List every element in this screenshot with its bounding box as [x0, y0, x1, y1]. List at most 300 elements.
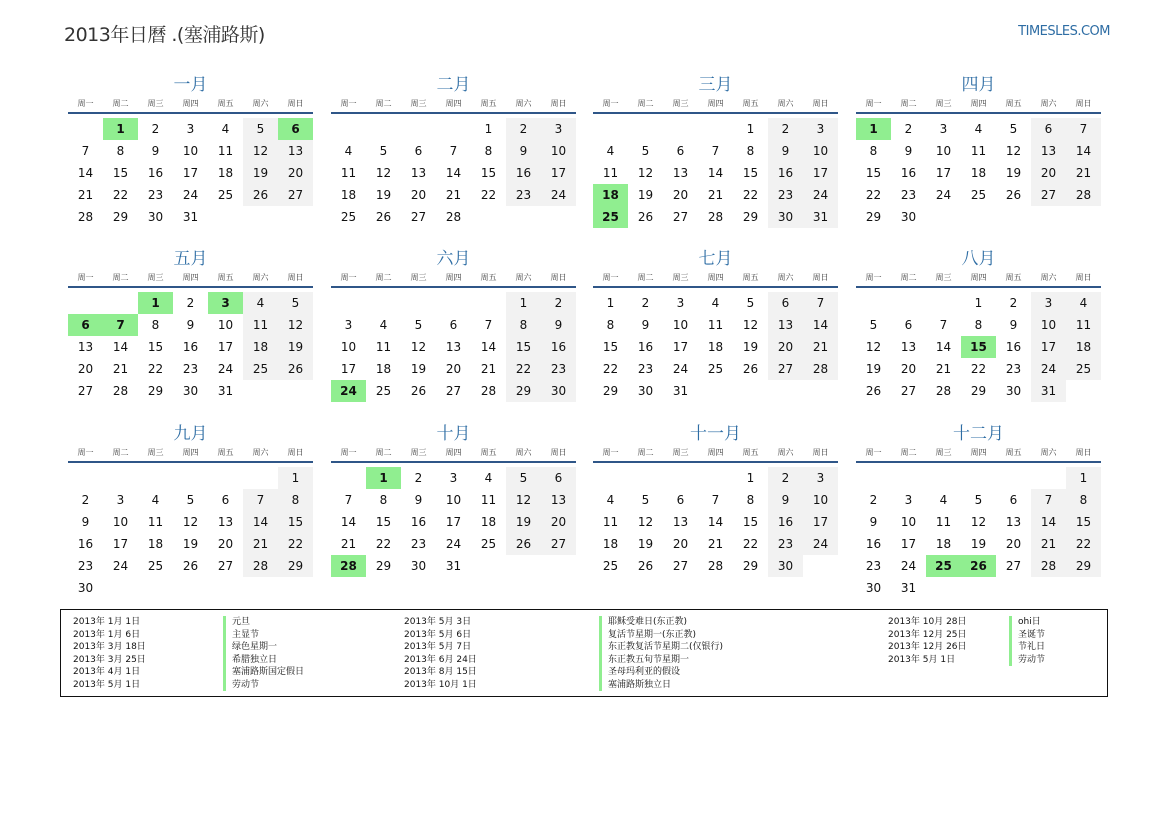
weekday-label: 周三	[672, 99, 689, 108]
day-cell: 20	[541, 511, 576, 533]
weekday-label: 周一	[865, 273, 882, 282]
day-cell: 14	[803, 314, 838, 336]
day-cell: 28	[803, 358, 838, 380]
empty-cell	[926, 467, 961, 489]
day-cell: 14	[707, 166, 724, 180]
day-cell: 27	[672, 559, 689, 573]
empty-cell	[366, 118, 401, 140]
weekday-header	[593, 272, 838, 288]
day-cell: 20	[1031, 162, 1066, 184]
day-cell: 4	[606, 144, 615, 158]
day-cell: 8	[974, 318, 983, 332]
day-cell: 31	[182, 210, 199, 224]
day-cell: 10	[935, 144, 952, 158]
weekday-label: 周一	[865, 448, 882, 457]
day-cell: 15	[602, 340, 619, 354]
empty-cell	[1031, 467, 1066, 489]
day-cell: 9	[186, 318, 195, 332]
day-cell: 8	[869, 144, 878, 158]
day-cell: 23	[541, 358, 576, 380]
day-cell: 11	[480, 493, 497, 507]
day-cell: 12	[865, 340, 882, 354]
day-cell: 18	[217, 166, 234, 180]
day-cell: 23	[637, 362, 654, 376]
day-cell: 25	[602, 559, 619, 573]
holiday-names-column	[223, 616, 304, 691]
weekday-label: 周四	[970, 99, 987, 108]
weekday-label: 周六	[515, 99, 532, 108]
day-cell: 17	[935, 166, 952, 180]
day-cell: 9	[1009, 318, 1018, 332]
day-cell: 17	[1031, 336, 1066, 358]
day-cell: 22	[865, 188, 882, 202]
day-cell: 26	[410, 384, 427, 398]
day-cell: 18	[1066, 336, 1101, 358]
day-cell: 6	[221, 493, 230, 507]
day-cell: 8	[606, 318, 615, 332]
day-cell: 28	[243, 555, 278, 577]
day-grid	[331, 118, 576, 228]
day-cell: 12	[243, 140, 278, 162]
day-cell: 7	[803, 292, 838, 314]
day-cell: 21	[480, 362, 497, 376]
weekday-label: 周二	[637, 99, 654, 108]
weekday-label: 周四	[445, 448, 462, 457]
day-cell: 15	[865, 166, 882, 180]
month-calendar	[331, 248, 576, 402]
holiday-date: 2013年 5月 6日	[404, 629, 472, 640]
day-cell: 14	[1066, 140, 1101, 162]
day-cell: 2	[768, 467, 803, 489]
weekday-label: 周六	[1040, 273, 1057, 282]
empty-cell	[996, 467, 1031, 489]
day-cell: 11	[375, 340, 392, 354]
day-cell: 8	[484, 144, 493, 158]
holiday-date: 2013年 3月 25日	[73, 654, 146, 665]
weekday-label: 周一	[602, 448, 619, 457]
day-cell: 20	[445, 362, 462, 376]
day-cell: 18	[970, 166, 987, 180]
holiday-name: 东正教复活节星期二(仅银行)	[599, 641, 723, 654]
day-grid	[856, 292, 1101, 402]
day-cell: 10	[217, 318, 234, 332]
holiday-date: 2013年 12月 26日	[888, 642, 967, 652]
day-cell: 29	[970, 384, 987, 398]
weekday-label: 周四	[445, 99, 462, 108]
day-cell: 17	[340, 362, 357, 376]
day-cell: 16	[506, 162, 541, 184]
weekday-label: 周六	[252, 273, 269, 282]
day-cell: 23	[900, 188, 917, 202]
day-cell: 13	[1005, 515, 1022, 529]
weekday-header	[68, 447, 313, 463]
weekday-label: 周二	[112, 448, 129, 457]
day-cell: 23	[768, 184, 803, 206]
day-cell: 17	[672, 340, 689, 354]
day-cell: 30	[541, 380, 576, 402]
day-cell: 11	[340, 166, 357, 180]
day-cell: 19	[1005, 166, 1022, 180]
day-cell: 14	[112, 340, 129, 354]
empty-cell	[331, 292, 366, 314]
holiday-name: 希腊独立日	[223, 654, 304, 667]
day-cell: 29	[278, 555, 313, 577]
month-name: 七月	[698, 249, 733, 269]
day-cell: 10	[803, 140, 838, 162]
holiday-name: 圣母玛利亚的假设	[599, 666, 723, 679]
day-cell: 15	[375, 515, 392, 529]
day-cell: 10	[112, 515, 129, 529]
weekday-label: 周二	[900, 273, 917, 282]
day-cell: 4	[344, 144, 353, 158]
day-cell: 19	[375, 188, 392, 202]
day-grid	[856, 118, 1101, 228]
holiday-date: 2013年 5月 3日	[404, 617, 472, 627]
weekday-header	[331, 447, 576, 463]
day-cell: 28	[707, 210, 724, 224]
day-cell: 8	[151, 318, 160, 332]
day-cell: 26	[243, 184, 278, 206]
day-cell: 12	[278, 314, 313, 336]
weekday-label: 周一	[602, 273, 619, 282]
holiday-name: 元旦	[223, 616, 304, 629]
day-cell: 27	[1005, 559, 1022, 573]
day-cell: 31	[803, 206, 838, 228]
day-cell: 20	[672, 537, 689, 551]
day-cell: 6	[1009, 493, 1018, 507]
weekday-label: 周五	[1005, 273, 1022, 282]
weekday-label: 周五	[742, 448, 759, 457]
empty-cell	[68, 292, 103, 314]
empty-cell	[926, 292, 961, 314]
day-cell: 26	[637, 210, 654, 224]
day-cell: 1	[746, 122, 755, 136]
weekday-label: 周五	[217, 273, 234, 282]
holiday-date: 2013年 5月 1日	[888, 654, 956, 665]
month-calendar	[68, 423, 313, 599]
holiday-name: 劳动节	[223, 679, 304, 692]
day-cell: 27	[672, 210, 689, 224]
day-cell: 3	[803, 118, 838, 140]
day-cell: 13	[541, 489, 576, 511]
weekday-label: 周四	[445, 273, 462, 282]
day-cell: 16	[768, 511, 803, 533]
day-cell: 13	[217, 515, 234, 529]
day-cell: 30	[77, 581, 94, 595]
day-cell: 25	[147, 559, 164, 573]
day-cell: 29	[375, 559, 392, 573]
day-cell: 17	[803, 511, 838, 533]
day-cell: 7	[711, 144, 720, 158]
day-cell: 26	[278, 358, 313, 380]
weekday-label: 周二	[112, 273, 129, 282]
weekday-label: 周六	[252, 448, 269, 457]
weekday-label: 周五	[480, 273, 497, 282]
holiday-day-cell: 1	[103, 118, 138, 140]
weekday-label: 周二	[375, 448, 392, 457]
day-cell: 12	[375, 166, 392, 180]
holiday-day-cell: 26	[961, 555, 996, 577]
holiday-names-column	[1009, 616, 1045, 666]
day-cell: 30	[768, 206, 803, 228]
day-cell: 25	[217, 188, 234, 202]
day-cell: 27	[768, 358, 803, 380]
day-cell: 24	[672, 362, 689, 376]
holiday-names-column	[599, 616, 723, 691]
month-calendar	[68, 74, 313, 228]
day-cell: 6	[768, 292, 803, 314]
day-cell: 21	[1031, 533, 1066, 555]
day-cell: 19	[243, 162, 278, 184]
holiday-dates-column	[404, 616, 477, 691]
day-cell: 21	[707, 537, 724, 551]
day-cell: 20	[217, 537, 234, 551]
weekday-label: 周二	[375, 99, 392, 108]
month-calendar	[331, 423, 576, 577]
day-cell: 27	[541, 533, 576, 555]
day-cell: 24	[182, 188, 199, 202]
month-name: 十月	[436, 424, 471, 444]
day-cell: 11	[217, 144, 234, 158]
day-cell: 29	[602, 384, 619, 398]
weekday-label: 周三	[410, 448, 427, 457]
weekday-header	[856, 98, 1101, 114]
day-cell: 22	[147, 362, 164, 376]
weekday-label: 周五	[217, 99, 234, 108]
site-link[interactable]: TIMESLES.COM	[1018, 24, 1110, 39]
day-cell: 16	[77, 537, 94, 551]
holiday-date: 2013年 4月 1日	[73, 667, 141, 677]
weekday-label: 周五	[1005, 99, 1022, 108]
empty-cell	[698, 467, 733, 489]
day-cell: 4	[606, 493, 615, 507]
holiday-list	[60, 609, 1108, 697]
weekday-label: 周二	[637, 448, 654, 457]
weekday-label: 周一	[865, 99, 882, 108]
holiday-dates-column	[73, 616, 146, 691]
day-cell: 7	[449, 144, 458, 158]
day-cell: 14	[1031, 511, 1066, 533]
day-cell: 6	[449, 318, 458, 332]
holiday-date: 2013年 3月 18日	[73, 642, 146, 652]
day-cell: 27	[77, 384, 94, 398]
day-cell: 15	[742, 166, 759, 180]
day-cell: 17	[900, 537, 917, 551]
day-grid	[593, 292, 838, 402]
month-name: 三月	[698, 75, 733, 95]
weekday-label: 周一	[77, 99, 94, 108]
empty-cell	[103, 292, 138, 314]
day-cell: 31	[672, 384, 689, 398]
day-cell: 1	[506, 292, 541, 314]
empty-cell	[436, 292, 471, 314]
day-cell: 9	[768, 140, 803, 162]
weekday-label: 周一	[340, 99, 357, 108]
day-cell: 21	[707, 188, 724, 202]
weekday-label: 周日	[550, 273, 567, 282]
weekday-label: 周三	[410, 273, 427, 282]
day-cell: 29	[742, 559, 759, 573]
day-cell: 14	[480, 340, 497, 354]
day-grid	[68, 292, 313, 402]
day-cell: 26	[865, 384, 882, 398]
day-cell: 26	[637, 559, 654, 573]
empty-cell	[68, 118, 103, 140]
day-cell: 7	[1066, 118, 1101, 140]
holiday-name: 复活节星期一(东正教)	[599, 629, 723, 642]
day-grid	[593, 467, 838, 577]
day-cell: 10	[182, 144, 199, 158]
month-name: 五月	[173, 249, 208, 269]
month-name: 六月	[436, 249, 471, 269]
day-cell: 24	[803, 533, 838, 555]
holiday-day-cell: 25	[926, 555, 961, 577]
month-calendar	[593, 74, 838, 228]
day-cell: 5	[974, 493, 983, 507]
empty-cell	[173, 467, 208, 489]
day-cell: 27	[900, 384, 917, 398]
weekday-label: 周四	[970, 273, 987, 282]
day-cell: 28	[1066, 184, 1101, 206]
day-cell: 25	[1066, 358, 1101, 380]
day-cell: 2	[506, 118, 541, 140]
day-cell: 23	[1005, 362, 1022, 376]
day-cell: 24	[445, 537, 462, 551]
day-cell: 30	[410, 559, 427, 573]
day-cell: 20	[278, 162, 313, 184]
weekday-label: 周日	[1075, 99, 1092, 108]
day-cell: 13	[278, 140, 313, 162]
weekday-label: 周日	[287, 273, 304, 282]
day-cell: 30	[1005, 384, 1022, 398]
day-cell: 7	[344, 493, 353, 507]
day-cell: 19	[637, 188, 654, 202]
day-cell: 23	[768, 533, 803, 555]
day-cell: 28	[445, 210, 462, 224]
weekday-label: 周四	[707, 448, 724, 457]
day-cell: 15	[147, 340, 164, 354]
empty-cell	[208, 467, 243, 489]
weekday-label: 周五	[1005, 448, 1022, 457]
day-cell: 9	[506, 140, 541, 162]
weekday-label: 周六	[252, 99, 269, 108]
day-cell: 2	[186, 296, 195, 310]
holiday-day-cell: 24	[331, 380, 366, 402]
day-cell: 19	[410, 362, 427, 376]
holiday-day-cell: 25	[593, 206, 628, 228]
day-cell: 28	[480, 384, 497, 398]
day-cell: 7	[484, 318, 493, 332]
day-cell: 18	[340, 188, 357, 202]
month-calendar	[593, 248, 838, 402]
day-cell: 9	[414, 493, 423, 507]
day-cell: 22	[742, 188, 759, 202]
day-cell: 6	[904, 318, 913, 332]
day-cell: 21	[340, 537, 357, 551]
day-cell: 31	[445, 559, 462, 573]
day-cell: 20	[900, 362, 917, 376]
holiday-date: 2013年 10月 1日	[404, 679, 477, 690]
day-cell: 3	[116, 493, 125, 507]
month-name: 二月	[436, 75, 471, 95]
day-cell: 6	[676, 493, 685, 507]
holiday-day-cell: 6	[278, 118, 313, 140]
day-cell: 11	[147, 515, 164, 529]
day-cell: 21	[1066, 162, 1101, 184]
weekday-header	[593, 447, 838, 463]
weekday-label: 周三	[410, 99, 427, 108]
day-cell: 23	[506, 184, 541, 206]
weekday-label: 周五	[217, 448, 234, 457]
day-cell: 26	[506, 533, 541, 555]
day-cell: 27	[217, 559, 234, 573]
day-cell: 27	[445, 384, 462, 398]
weekday-label: 周六	[1040, 448, 1057, 457]
weekday-label: 周日	[1075, 273, 1092, 282]
day-cell: 12	[1005, 144, 1022, 158]
day-cell: 14	[243, 511, 278, 533]
day-cell: 8	[1066, 489, 1101, 511]
weekday-label: 周一	[77, 448, 94, 457]
day-cell: 17	[803, 162, 838, 184]
empty-cell	[628, 467, 663, 489]
day-cell: 17	[541, 162, 576, 184]
day-cell: 18	[935, 537, 952, 551]
weekday-header	[856, 272, 1101, 288]
day-cell: 24	[803, 184, 838, 206]
weekday-label: 周四	[707, 99, 724, 108]
day-cell: 21	[803, 336, 838, 358]
weekday-header	[331, 98, 576, 114]
month-name: 十二月	[953, 424, 1004, 444]
day-cell: 3	[1031, 292, 1066, 314]
day-cell: 29	[865, 210, 882, 224]
day-cell: 4	[1066, 292, 1101, 314]
day-cell: 17	[217, 340, 234, 354]
day-cell: 1	[278, 467, 313, 489]
day-cell: 13	[768, 314, 803, 336]
day-cell: 28	[77, 210, 94, 224]
day-cell: 3	[186, 122, 195, 136]
day-cell: 31	[900, 581, 917, 595]
day-cell: 4	[974, 122, 983, 136]
weekday-label: 周一	[340, 448, 357, 457]
day-cell: 9	[81, 515, 90, 529]
day-cell: 2	[414, 471, 423, 485]
day-cell: 21	[77, 188, 94, 202]
day-cell: 4	[151, 493, 160, 507]
month-name: 十一月	[690, 424, 741, 444]
day-cell: 24	[1031, 358, 1066, 380]
day-cell: 18	[147, 537, 164, 551]
holiday-date: 2013年 10月 28日	[888, 617, 967, 627]
month-name: 八月	[961, 249, 996, 269]
day-cell: 5	[641, 144, 650, 158]
day-cell: 13	[672, 166, 689, 180]
empty-cell	[856, 467, 891, 489]
weekday-label: 周三	[672, 448, 689, 457]
day-cell: 10	[340, 340, 357, 354]
day-cell: 14	[445, 166, 462, 180]
day-cell: 13	[77, 340, 94, 354]
day-cell: 14	[707, 515, 724, 529]
weekday-label: 周日	[812, 273, 829, 282]
day-cell: 1	[484, 122, 493, 136]
empty-cell	[138, 467, 173, 489]
day-cell: 17	[182, 166, 199, 180]
day-cell: 3	[541, 118, 576, 140]
weekday-label: 周二	[112, 99, 129, 108]
